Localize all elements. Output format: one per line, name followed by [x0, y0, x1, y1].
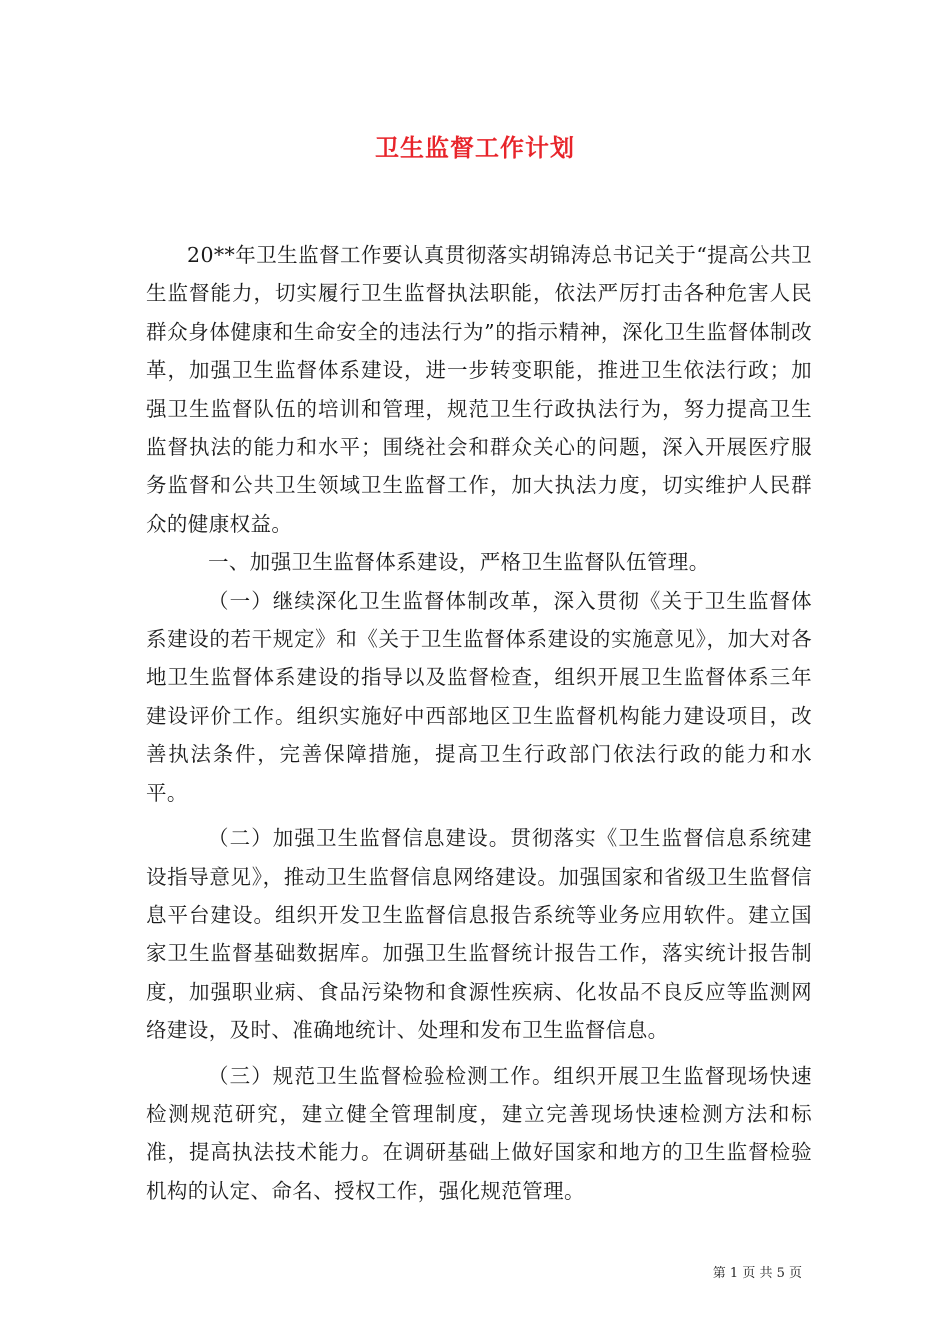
page-title: 卫生监督工作计划: [375, 133, 575, 162]
section-heading-1: 一、加强卫生监督体系建设，严格卫生监督队伍管理。: [208, 550, 710, 575]
document-body: [146, 236, 812, 1210]
intro-paragraph: 20**年卫生监督工作要认真贯彻落实胡锦涛总书记关于“提高公共卫生监督能力，切实履行卫生监督执法职能，依法严厉打击各种危害人民群众身体健康和生命安全的违法行为”的指示精神，深化卫生监督体制改革，加强卫生监督体系建设，进一步转变职能，推进卫生依法行政；加强卫生监督队伍的培训和管理，规范卫生行政执法行为，努力提高卫生监督执法的能力和水平；围绕社会和群众关心的问题，深入开展医疗服务监督和公共卫生领域卫生监督工作，加大执法力度，切实维护人民群众的健康权益。: [146, 243, 812, 536]
subsection-paragraph-2: （二）加强卫生监督信息建设。贯彻落实《卫生监督信息系统建设指导意见》，推动卫生监督信息网络建设。加强国家和省级卫生监督信息平台建设。组织开发卫生监督信息报告系统等业务应用软件。建立国家卫生监督基础数据库。加强卫生监督统计报告工作，落实统计报告制度，加强职业病、食品污染物和食源性疾病、化妆品不良反应等监测网络建设，及时、准确地统计、处理和发布卫生监督信息。: [146, 826, 812, 1043]
page-number-footer: 第 1 页 共 5 页: [712, 1266, 802, 1281]
subsection-paragraph-3: （三）规范卫生监督检验检测工作。组织开展卫生监督现场快速检测规范研究，建立健全管理制度，建立完善现场快速检测方法和标准，提高执法技术能力。在调研基础上做好国家和地方的卫生监督检验机构的认定、命名、授权工作，强化规范管理。: [146, 1063, 812, 1203]
subsection-paragraph-1: （一）继续深化卫生监督体制改革，深入贯彻《关于卫生监督体系建设的若干规定》和《关于卫生监督体系建设的实施意见》，加大对各地卫生监督体系建设的指导以及监督检查，组织开展卫生监督体系三年建设评价工作。组织实施好中西部地区卫生监督机构能力建设项目，改善执法条件，完善保障措施，提高卫生行政部门依法行政的能力和水平。: [146, 588, 812, 805]
